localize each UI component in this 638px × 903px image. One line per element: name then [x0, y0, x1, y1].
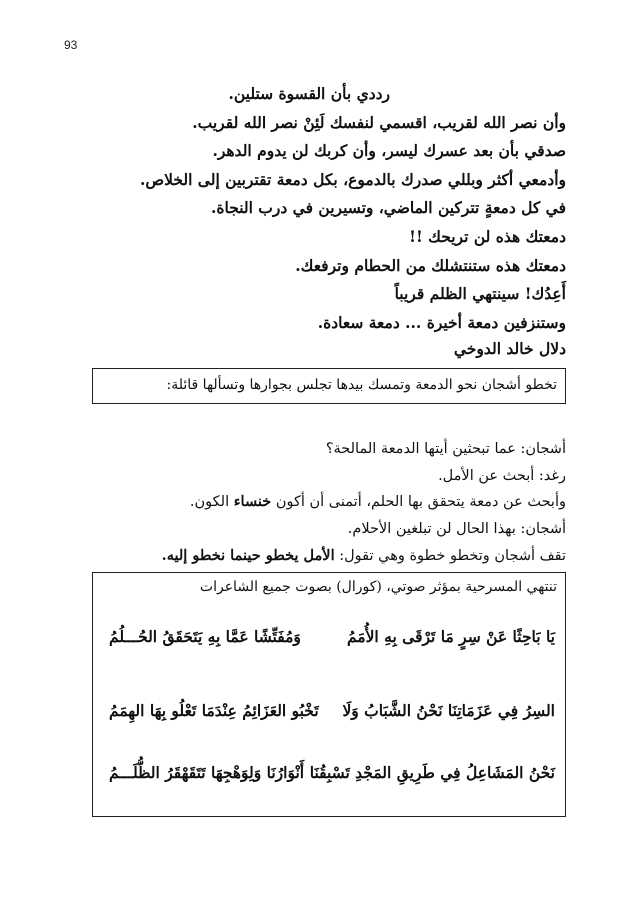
poem-line: في كل دمعةٍ تتركين الماضي، وتسيرين في درب النجاة.: [210, 198, 566, 218]
dialogue-text: تقف أشجان وتخطو خطوة وهي تقول:: [334, 547, 566, 564]
poem-author: دلال خالد الدوخي: [453, 339, 566, 358]
verse-first-hemistich: نَحْنُ المَشَاعِلُ فِي طَرِيقِ المَجْدِ تَسْبِقُنَا: [309, 762, 555, 782]
verse-first-hemistich: السِرُ فِي عَزَمَاتِنَا نَحْنُ الشَّبَابُ وَلَا: [342, 700, 555, 720]
dialogue-line: أشجان: عما تبحثين أيتها الدمعة المالحة؟: [325, 441, 566, 457]
dialogue-line: رغد: أبحث عن الأمل.: [438, 467, 566, 484]
poem-block: [86, 80, 566, 337]
poem-line: رددي بأن القسوة ستلين.: [228, 84, 390, 103]
poem-line: وستنزفين دمعة أخيرة ... دمعة سعادة.: [317, 312, 566, 332]
page-number: 93: [64, 38, 78, 52]
dialogue-text: الكون.: [189, 494, 234, 511]
dialogue-text: وأبحث عن دمعة يتحقق بها الحلم، أتمنى أن أكون: [271, 494, 566, 511]
dialogue-line: [86, 489, 566, 516]
poem-line: دمعتك هذه لن تريحك !!: [409, 226, 566, 246]
dialogue-block: [86, 436, 566, 569]
poem-line: وأدمعي أكثر وبللي صدرك بالدموع، بكل دمعة تقتربين إلى الخلاص.: [139, 169, 566, 189]
verse-second-hemistich: تَخْبُو العَزَائِمُ عِنْدَمَا تَعْلُو بِهَا الهِمَمُ: [109, 700, 319, 720]
verse-row: [109, 757, 555, 787]
chorus-intro: تنتهي المسرحية بمؤثر صوتي، (كورال) بصوت جميع الشاعرات: [199, 579, 557, 595]
stage-direction-box: [92, 368, 566, 404]
verse-first-hemistich: يَا بَاحِثًا عَنْ سِرٍ مَا تَرْقَى بِهِ الأُمَمُ: [346, 626, 555, 646]
poem-line: أَعِدُك! سينتهي الظلم قريباً: [394, 284, 566, 304]
chorus-box: [92, 572, 566, 817]
verse-row: [109, 621, 555, 651]
poem-line: دمعتك هذه ستنتشلك من الحطام وترفعك.: [295, 255, 566, 275]
poem-line: صدقي بأن بعد عسرك ليسر، وأن كربك لن يدوم الدهر.: [212, 141, 566, 161]
dialogue-line: أشجان: بهذا الحال لن تبلغين الأحلام.: [347, 521, 566, 538]
verse-row: [109, 695, 555, 725]
verse-second-hemistich: أَنْوَارُنَا وَلِوَهْجِهَا تَتَقَهْقَرُ الظُّلَـــمُ: [109, 762, 305, 782]
poem-line: وأن نصر الله لقريب، اقسمي لنفسك لَئِنْ نصر الله لقريب.: [192, 112, 566, 132]
dialogue-emphasis: خنساء: [233, 493, 272, 511]
dialogue-line: [86, 543, 566, 570]
stage-direction-text: تخطو أشجان نحو الدمعة وتمسك بيدها تجلس بجوارها وتسألها قائلة:: [166, 377, 557, 393]
verse-second-hemistich: وَمُفَتِّشًا عَمَّا بِهِ يَتَحَقَقُ الحُـــلُمُ: [109, 626, 301, 646]
dialogue-emphasis: الأمل يخطو حينما نخطو إليه.: [161, 546, 335, 564]
